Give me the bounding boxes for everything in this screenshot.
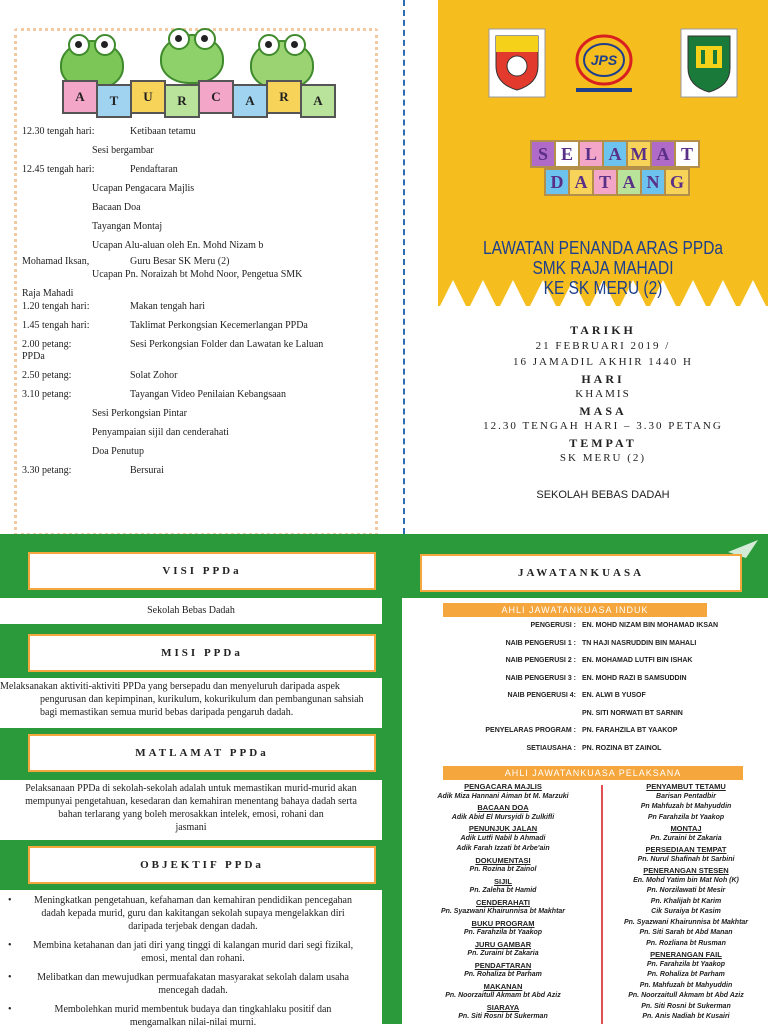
- schedule-activity: Penyampaian sijil dan cenderahati: [92, 427, 229, 438]
- schedule-time: PPDa: [22, 351, 45, 362]
- objektif-line: mencegah dadah.: [158, 985, 228, 996]
- duty-member: Pn. Norzilawati bt Mesir: [646, 887, 726, 894]
- selamat-letter: A: [602, 140, 628, 168]
- selamat-letter: T: [674, 140, 700, 168]
- duty-member: Pn. Khalijah bt Karim: [650, 897, 722, 905]
- selamat-letter: E: [554, 140, 580, 168]
- tempat-value: SK MERU (2): [559, 452, 647, 464]
- misi-line: Melaksanakan aktiviti-aktiviti PPDa yang bersepadu dan menyeluruh daripada aspek: [0, 681, 340, 692]
- selamat-letter: S: [530, 140, 556, 168]
- duty-member: Pn. Siti Sarah bt Abd Manan: [639, 929, 733, 936]
- duty-heading: PENYAMBUT TETAMU: [646, 782, 726, 791]
- title-letter-block: C: [198, 80, 234, 114]
- objektif-line: Membolehkan murid membentuk budaya dan tingkahlaku positif dan: [54, 1004, 332, 1015]
- committee-member: EN. MOHAMAD LUTFI BIN ISHAK: [582, 657, 693, 664]
- visit-title-line: SMK RAJA MAHADI: [532, 258, 674, 278]
- tarikh-label: TARIKH: [570, 323, 636, 337]
- selamat-letter: L: [578, 140, 604, 168]
- jawatankuasa-heading: JAWATANKUASA: [420, 554, 742, 592]
- committee-role: PENGERUSI :: [530, 622, 576, 629]
- tarikh-value: 21 FEBRUARI 2019 /: [535, 340, 671, 352]
- schedule-activity: Ucapan Pengacara Majlis: [92, 183, 195, 194]
- tarikh-hijri-value: 16 JAMADIL AKHIR 1440 H: [512, 356, 694, 368]
- schedule-activity: Doa Penutup: [92, 446, 144, 457]
- schedule-activity: Ketibaan tetamu: [130, 126, 196, 137]
- objektif-list: [0, 890, 382, 1028]
- title-letter-block: R: [266, 80, 302, 114]
- schedule-activity: Pendaftaran: [130, 164, 178, 175]
- induk-list: [402, 622, 768, 762]
- schedule-time: 2.50 petang:: [22, 370, 72, 381]
- datang-letter: A: [568, 168, 594, 196]
- duty-heading: BUKU PROGRAM: [471, 918, 535, 928]
- matlamat-line: bahan terlarang yang boleh merosakkan intelek, emosi, rohani dan: [58, 809, 324, 820]
- committee-member: EN. MOHD NIZAM BIN MOHAMAD IKSAN: [582, 622, 719, 629]
- duty-member: Pn. Farahzila bt Yaakop: [646, 960, 726, 968]
- schedule-activity: Ucapan Pn. Noraizah bt Mohd Noor, Pengetua SMK: [92, 269, 303, 280]
- visit-title: [461, 238, 745, 298]
- bullet-icon: •: [8, 940, 12, 951]
- bullet-icon: •: [8, 895, 12, 906]
- masa-label: MASA: [579, 404, 627, 418]
- objektif-line: dadah kepada murid, guru dan kakitangan sekolah supaya mengelakkan diri: [41, 908, 345, 919]
- datang-letter: A: [616, 168, 642, 196]
- aturcara-title-blocks: [62, 80, 362, 116]
- duty-heading: JURU GAMBAR: [474, 939, 532, 949]
- committee-role: NAIB PENGERUSI 4:: [507, 692, 576, 699]
- schedule-time: 12.45 tengah hari:: [22, 164, 95, 175]
- misi-heading: MISI PPDa: [28, 634, 376, 672]
- duty-member: Pn. Rohaliza bt Parham: [464, 971, 542, 978]
- duty-member: Adik Farah Izzati bt Arbe'ain: [456, 845, 550, 852]
- duty-heading: PENDAFTARAN: [474, 960, 532, 970]
- duty-heading: SIJIL: [494, 876, 512, 886]
- jps-logo: [574, 28, 634, 98]
- duty-member: Pn Farahzila bt Yaakop: [647, 813, 725, 821]
- selamat-letter: M: [626, 140, 652, 168]
- duty-member: Pn. Farahzila bt Yaakop: [463, 929, 543, 936]
- objektif-line: mengamalkan nilai-nilai murni.: [129, 1017, 257, 1028]
- schedule-activity: Solat Zohor: [130, 370, 178, 381]
- schedule-activity: Guru Besar SK Meru (2): [130, 256, 230, 267]
- duty-heading: SIARAYA: [486, 1002, 520, 1012]
- schedule-activity: Makan tengah hari: [130, 301, 205, 312]
- duty-member: Cik Suraiya bt Kasim: [651, 908, 721, 915]
- hari-label: HARI: [581, 372, 625, 386]
- misi-text: [0, 678, 382, 728]
- schedule-activity: Sesi Perkongsian Pintar: [92, 408, 187, 419]
- committee-member: EN. MOHD RAZI B SAMSUDDIN: [582, 674, 687, 682]
- slogan: SEKOLAH BEBAS DADAH: [536, 489, 670, 501]
- visit-title-line: LAWATAN PENANDA ARAS PPDa: [482, 238, 724, 258]
- duty-member: Pn. Siti Rosni bt Sukerman: [641, 1002, 731, 1010]
- title-letter-block: A: [62, 80, 98, 114]
- jps-logo-text: JPS: [590, 52, 618, 68]
- duty-member: Pn. Zaleha bt Hamid: [469, 887, 537, 894]
- duty-member: Pn. Noorzaitull Akmam bt Abd Aziz: [445, 992, 561, 999]
- duty-heading: PENUNJUK JALAN: [468, 824, 538, 833]
- committee-role: PENYELARAS PROGRAM :: [485, 727, 576, 734]
- schedule-activity: Tayangan Video Penilaian Kebangsaan: [130, 389, 286, 400]
- datang-letter: T: [592, 168, 618, 196]
- objektif-heading: OBJEKTIF PPDa: [28, 846, 376, 884]
- title-letter-block: T: [96, 84, 132, 118]
- objektif-item: [8, 971, 368, 997]
- pelaksana-left-column: [408, 782, 598, 1024]
- duty-member: Pn. Mahfuzah bt Mahyuddin: [639, 981, 733, 989]
- schedule-time: 1.20 tengah hari:: [22, 301, 90, 312]
- duty-member: Pn. Zuraini bt Zakaria: [467, 950, 539, 957]
- duty-member: Pn. Rozina bt Zainol: [469, 866, 537, 873]
- schedule-time: 1.45 tengah hari:: [22, 320, 90, 331]
- objektif-item: [8, 939, 368, 965]
- schedule-time: 2.00 petang:: [22, 339, 72, 350]
- duty-member: Pn Mahfuzah bt Mahyuddin: [640, 803, 732, 810]
- committee-member: PN. FARAHZILA BT YAAKOP: [582, 727, 678, 734]
- committee-role: NAIB PENGERUSI 2 :: [505, 657, 576, 664]
- duty-heading: PERSEDIAAN TEMPAT: [645, 845, 727, 854]
- duty-member: Pn. Zuraini bt Zakaria: [650, 834, 722, 842]
- schedule-activity: Sesi Perkongsian Folder dan Lawatan ke Laluan: [130, 339, 324, 350]
- committee-member: TN HAJI NASRUDDIN BIN MAHALI: [582, 639, 697, 647]
- title-letter-block: A: [300, 84, 336, 118]
- schedule-time: 3.30 petang:: [22, 465, 72, 476]
- duty-heading: PENERANGAN FAIL: [650, 950, 722, 959]
- objektif-line: Membina ketahanan dan jati diri yang tinggi di kalangan murid dari segi fizikal,: [32, 940, 354, 951]
- datang-letter: N: [640, 168, 666, 196]
- duty-member: En. Mohd Yatim bin Mat Noh (K): [633, 876, 739, 884]
- duty-heading: PENERANGAN STESEN: [643, 866, 729, 875]
- datang-letter: G: [664, 168, 690, 196]
- bullet-icon: •: [8, 972, 12, 983]
- duty-member: Adik Miza Hannani Aiman bt M. Marzuki: [437, 792, 569, 800]
- duty-heading: MONTAJ: [670, 824, 702, 833]
- duty-member: Adik Abid El Mursyidi b Zulkifli: [451, 813, 555, 821]
- datang-letter: D: [544, 168, 570, 196]
- objektif-line: Meningkatkan pengetahuan, kefahaman dan kemahiran pendidikan pencegahan: [34, 895, 352, 906]
- aturcara-list: [22, 126, 382, 506]
- pelaksana-heading: AHLI JAWATANKUASA PELAKSANA: [443, 766, 743, 780]
- schedule-activity: Tayangan Montaj: [92, 221, 163, 232]
- visi-text: Sekolah Bebas Dadah: [0, 598, 382, 624]
- visi-heading: VISI PPDa: [28, 552, 376, 590]
- duty-member: Pn. Anis Nadiah bt Kusairi: [642, 1013, 730, 1020]
- hari-value: KHAMIS: [575, 388, 631, 400]
- duty-heading: MAKANAN: [483, 981, 523, 991]
- matlamat-heading: MATLAMAT PPDa: [28, 734, 376, 772]
- duty-member: Pn. Syazwani Khairunnisa bt Makhtar: [440, 908, 566, 915]
- datang-letters: [544, 168, 704, 198]
- schedule-activity: Ucapan Alu-aluan oleh En. Mohd Nizam b: [92, 240, 264, 251]
- tempat-label: TEMPAT: [569, 436, 637, 450]
- schedule-activity: Sesi bergambar: [92, 145, 154, 156]
- duty-heading: BACAAN DOA: [477, 803, 529, 812]
- schedule-time: Mohamad Iksan,: [22, 256, 90, 267]
- committee-member: PN. SITI NORWATI BT SARNIN: [582, 709, 683, 717]
- column-divider: [601, 785, 603, 1024]
- induk-heading: AHLI JAWATANKUASA INDUK: [443, 603, 707, 617]
- misi-line: pengurusan dan kepimpinan, kurikulum, kokurikulum dan pembangunan sahsiah: [40, 694, 364, 705]
- pelaksana-right-column: [604, 782, 768, 1024]
- bullet-icon: •: [8, 1004, 12, 1015]
- schedule-time: Raja Mahadi: [22, 288, 74, 299]
- committee-role: NAIB PENGERUSI 1 :: [505, 639, 576, 647]
- matlamat-text: [0, 780, 382, 840]
- matlamat-line: mempunyai pengetahuan, kesedaran dan kemahiran menentang bahaya dadah serta: [25, 796, 357, 807]
- duty-member: Adik Lutfi Nabil b Ahmadi: [460, 834, 546, 842]
- objektif-line: Melibatkan dan mewujudkan permuafakatan masyarakat sekolah dalam usaha: [37, 972, 349, 983]
- school-crest-logo: [488, 28, 546, 98]
- objektif-line: emosi, mental dan rohani.: [141, 953, 245, 964]
- objektif-item: [8, 1003, 368, 1029]
- committee-member: PN. ROZINA BT ZAINOL: [582, 744, 662, 752]
- duty-heading: CENDERAHATI: [475, 897, 531, 907]
- duty-member: Pn. Syazwani Khairunnisa bt Makhtar: [623, 918, 749, 926]
- schedule-activity: Bersurai: [130, 465, 164, 476]
- matlamat-line: jasmani: [175, 822, 207, 833]
- title-letter-block: U: [130, 80, 166, 114]
- title-letter-block: R: [164, 84, 200, 118]
- objektif-item: [8, 894, 368, 933]
- schedule-time: 3.10 petang:: [22, 389, 72, 400]
- duty-member: Pn. Noorzaitull Akmam bt Abd Aziz: [628, 992, 744, 999]
- objektif-line: daripada terjebak dengan dadah.: [128, 921, 258, 932]
- duty-member: Pn. Rozliana bt Rusman: [646, 939, 726, 947]
- selamat-letters: [530, 140, 710, 170]
- duty-member: Barisan Pentadbir: [656, 792, 716, 800]
- masa-value: 12.30 TENGAH HARI – 3.30 PETANG: [483, 420, 723, 432]
- schedule-time: 12.30 tengah hari:: [22, 126, 95, 137]
- duty-heading: PENGACARA MAJLIS: [464, 782, 542, 791]
- schedule-activity: Taklimat Perkongsian Kecemerlangan PPDa: [130, 320, 308, 331]
- duty-member: Pn. Nurul Shafinah bt Sarbini: [637, 855, 735, 863]
- fold-line: [403, 0, 405, 534]
- committee-role: SETIAUSAHA :: [526, 744, 576, 752]
- matlamat-line: Pelaksanaan PPDa di sekolah-sekolah adalah untuk memastikan murid-murid akan: [25, 783, 357, 794]
- misi-line: bagi memastikan semua murid bebas daripada pengaruh dadah.: [40, 707, 294, 718]
- duty-member: Pn. Siti Rosni bt Sukerman: [458, 1013, 548, 1020]
- selamat-letter: A: [650, 140, 676, 168]
- frog-icon: [160, 34, 224, 84]
- duty-heading: DOKUMENTASI: [475, 855, 531, 865]
- committee-member: EN. ALWI B YUSOF: [582, 692, 646, 699]
- schedule-activity: Bacaan Doa: [92, 202, 141, 213]
- title-letter-block: A: [232, 84, 268, 118]
- committee-role: NAIB PENGERUSI 3 :: [505, 674, 576, 682]
- visit-title-line: KE SK MERU (2): [543, 278, 663, 298]
- sk-meru-logo: [680, 28, 738, 98]
- duty-member: Pn. Rohaliza bt Parham: [647, 971, 725, 978]
